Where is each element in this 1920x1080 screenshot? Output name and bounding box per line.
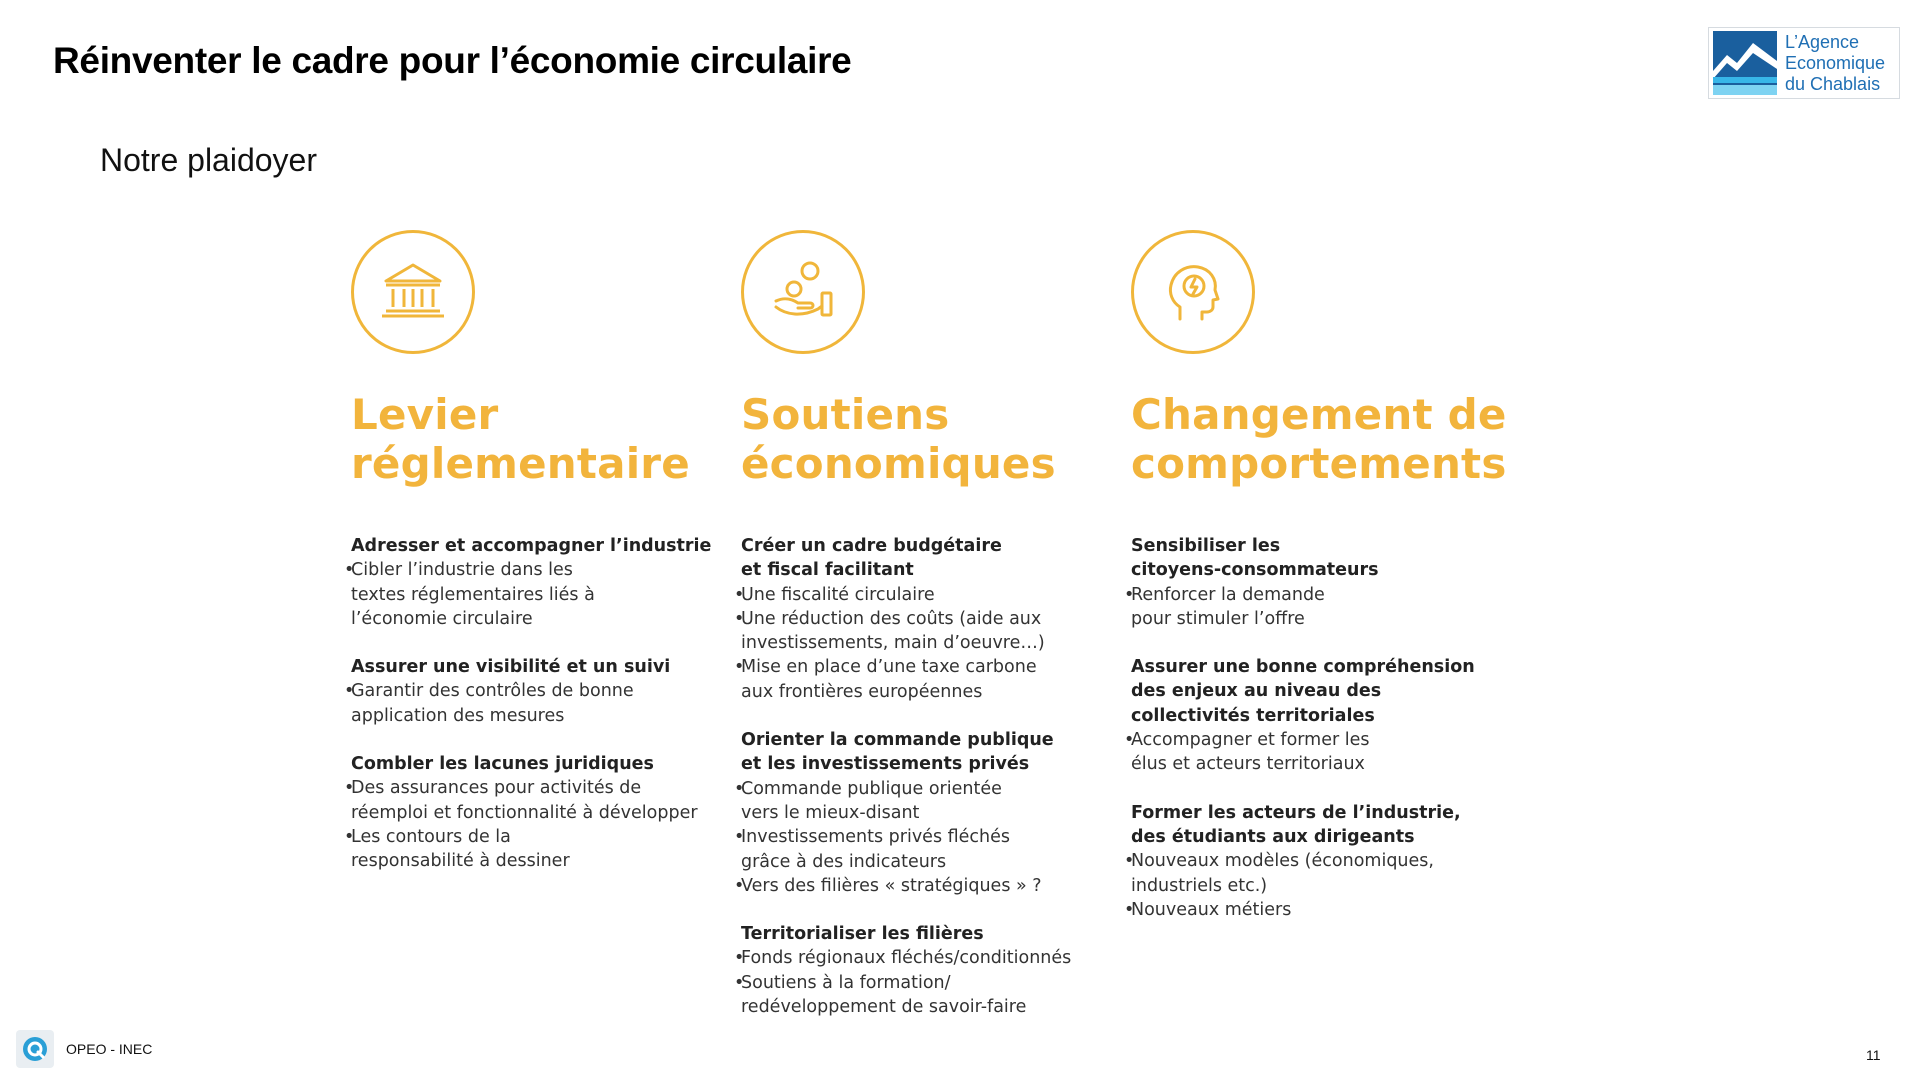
section-heading: Sensibiliser les citoyens-consommateurs	[1131, 536, 1379, 581]
section-heading: Assurer une visibilité et un suivi	[351, 657, 671, 678]
section-heading: Adresser et accompagner l’industrie	[351, 536, 712, 556]
bullet-item: • Des assurances pour activités de réemploi et fonctionnalité à développer	[351, 776, 731, 825]
logo-line-2: Economique	[1785, 52, 1886, 73]
logo-line-1: L’Agence	[1785, 31, 1860, 52]
section	[1131, 655, 1531, 776]
section-heading: Assurer une bonne compréhension des enjeux au niveau des collectivités territoriales	[1131, 657, 1475, 726]
coins-hand-icon	[741, 230, 865, 354]
section	[351, 752, 731, 873]
bullet-item: • Soutiens à la formation/ redéveloppement de savoir-faire	[741, 971, 1121, 1020]
footer-org: OPEO - INEC	[66, 1041, 153, 1057]
slide-title: Réinventer le cadre pour l’économie circulaire	[53, 40, 852, 81]
column-title: Changement de comportements	[1131, 390, 1507, 488]
mountain-logo-icon	[1713, 31, 1777, 95]
column-title: Levier réglementaire	[351, 390, 690, 488]
opeo-logo-icon	[16, 1030, 54, 1068]
column-economic	[741, 230, 1121, 1043]
column-behavior	[1131, 230, 1531, 946]
bullet-item: • Renforcer la demande pour stimuler l’offre	[1131, 583, 1531, 632]
section	[351, 534, 731, 631]
bullet-item: • Investissements privés fléchés grâce à des indicateurs	[741, 825, 1121, 874]
bullet-item: • Une fiscalité circulaire	[741, 583, 1121, 607]
bullet-item: • Accompagner et former les élus et acteurs territoriaux	[1131, 728, 1531, 777]
bullet-item: • Garantir des contrôles de bonne application des mesures	[351, 679, 731, 728]
bullet-item: • Nouveaux métiers	[1131, 898, 1531, 922]
section-heading: Territorialiser les filières	[741, 924, 984, 945]
bullet-item: • Commande publique orientée vers le mieux-disant	[741, 777, 1121, 826]
section	[351, 655, 731, 728]
bullet-item: • Une réduction des coûts (aide aux investissements, main d’oeuvre…)	[741, 607, 1121, 656]
bullet-item: • Les contours de la responsabilité à dessiner	[351, 825, 731, 874]
section-heading: Former les acteurs de l’industrie, des étudiants aux dirigeants	[1131, 802, 1461, 847]
column-regulatory	[351, 230, 731, 898]
institution-icon	[351, 230, 475, 354]
bullet-item: • Cibler l’industrie dans les textes réglementaires liés à l’économie circulaire	[351, 558, 731, 631]
logo-line-3: du Chablais	[1785, 73, 1881, 94]
page-number: 11	[1866, 1047, 1881, 1063]
section-heading: Créer un cadre budgétaire et fiscal facilitant	[741, 536, 1002, 581]
section	[741, 922, 1121, 1019]
section	[741, 728, 1121, 898]
bullet-item: • Nouveaux modèles (économiques, industriels etc.)	[1131, 849, 1531, 898]
section	[1131, 534, 1531, 631]
bullet-item: • Vers des filières « stratégiques » ?	[741, 874, 1121, 898]
section	[741, 534, 1121, 704]
agency-logo	[1708, 27, 1900, 99]
section-heading: Orienter la commande publique et les investissements privés	[741, 730, 1054, 775]
section-heading: Combler les lacunes juridiques	[351, 754, 654, 775]
bullet-item: • Fonds régionaux fléchés/conditionnés	[741, 946, 1121, 970]
column-title: Soutiens économiques	[741, 390, 1056, 488]
logo-text	[1785, 32, 1885, 95]
head-idea-icon	[1131, 230, 1255, 354]
section	[1131, 801, 1531, 922]
bullet-item: • Mise en place d’une taxe carbone aux frontières européennes	[741, 655, 1121, 704]
slide-subtitle: Notre plaidoyer	[100, 142, 317, 178]
